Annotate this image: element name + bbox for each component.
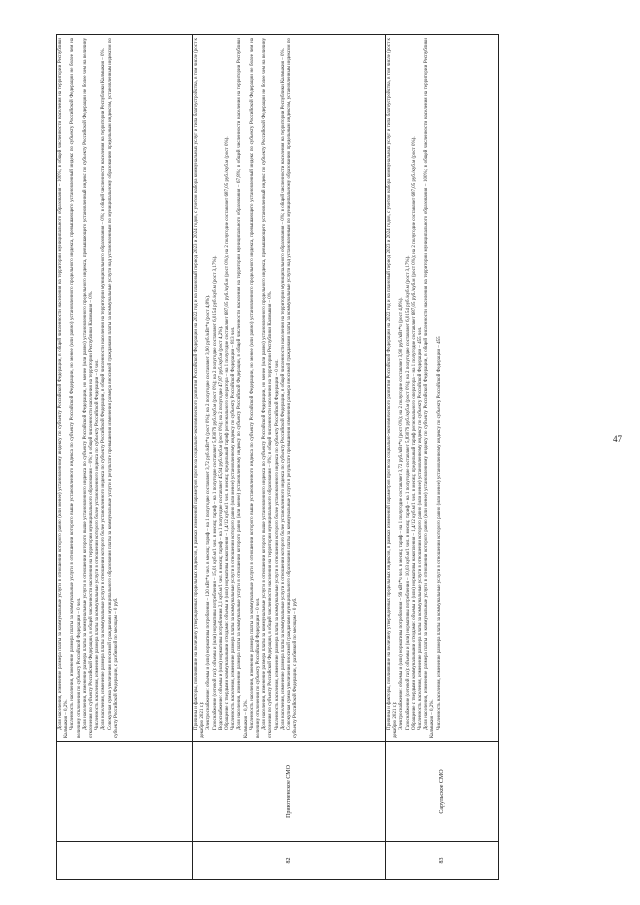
description-paragraph: Доля населения, изменение размера платы за коммунальные услуги в отношении которого более установленного индекса по субъекту Российской Федерации, в общей численности населения на территории муниципального образования – 0%; в общей численности населения на территории Республики Калмыкия – 0%. [101, 48, 107, 730]
description-paragraph: Численность населения, изменение размера платы за коммунальные услуги в отношении которого равно (или менее) установленному индексу по субъекту Российской Федерации – 455 [436, 336, 442, 730]
description-paragraph: Численность населения, изменение размера платы за коммунальные услуги в отношении которого более установленного индекса по субъекту Российской Федерации – 0 чел. [95, 359, 101, 730]
description-paragraph: Доля населения, изменение размера платы за коммунальные услуги в отношении которого равно (или менее) установленному индексу по субъекту Российской Федерации, в общей численности населения на территории муниципального образования – 67,8%; в общей численности населения на территории Республики Калмыкия – 0,3%. [237, 38, 249, 738]
indices-table [56, 34, 499, 880]
table-row [57, 35, 193, 880]
page-number: 47 [613, 434, 622, 444]
row-number: 82 [193, 842, 386, 880]
description-paragraph: Численность населения, изменение размера платы за коммунальные услуги в отношении которого равно (или менее) установленному индексу по субъекту Российской Федерации – 455 чел. [418, 326, 424, 730]
description-cell [386, 35, 499, 742]
description-paragraph: Доля населения, изменение размера платы за коммунальные услуги в отношении которого более установленного индекса по субъекту Российской Федерации, в общей численности населения на территории муниципального образования – 0%; в общей численности населения на территории Республики Калмыкия – 0%. [280, 48, 286, 730]
description-paragraph: Обращение с твердыми коммунальными отходами: объемы и (или) нормативы накопления – 1,4/12 куб.м/1 чел. в месяц; предельный тариф регионального оператора – на 1 полугодие составляет 687,05 руб./куб.м (рост 0%); на 2 полугодие составляет 687,05 руб./куб.м (рост 0%). [411, 136, 417, 730]
description-paragraph: Численность населения, изменение размера платы за коммунальные услуги в отношении которого более установленного индекса по субъекту Российской Федерации – 0 чел. [274, 359, 280, 730]
municipality-name: Сарульское СМО [386, 742, 499, 842]
description-paragraph: Электроснабжение: объемы и (или) нормативы потребления – 99 кВт*ч чел. в месяц; тариф – на 1 полугодие составляет 3,72 руб./кВт*ч (рост 0%); на 2 полугодие составляет 3,90 руб./кВт*ч (рост 4,8%). [399, 297, 405, 730]
description-paragraph: Причины и факторы, повлиявшие на величину утвержденных предельных индексов, в рамках изменений параметров прогноза социально-экономического развития Российской Федерации на 2022 год и на плановый период 2023 и 2024 годов, с учетом набора коммунальных услуг и типа благоустройства, в том числе (рост к декабрю 2021 г.): [194, 38, 206, 738]
table-row [193, 35, 386, 880]
description-paragraph: Численность населения, изменение размера платы за коммунальные услуги в отношении которого выше установленного индекса по субъекту Российской Федерации, но менее (или равно) установленного предельного индекса, превышающего установленный индекс по субъекту Российской Федерации не более чем на величину отклонения по субъекту Российской Федерации – 0 чел. [70, 38, 82, 738]
table-row [386, 35, 499, 880]
description-paragraph: Доля населения, изменение размера платы за коммунальные услуги в отношении которого равно (или менее) установленному индексу по субъекту Российской Федерации, в общей численности населения на территории муниципального образования – 100%; в общей численности населения на территории Республики Калмыкия – 0,2%. [58, 38, 70, 738]
description-paragraph: Доля населения, изменение размера платы за коммунальные услуги в отношении которого равно (или менее) установленному индексу по субъекту Российской Федерации, в общей численности населения на территории муниципального образования – 100%; в общей численности населения на территории Республики Калмыкия – 0,2%. [424, 38, 436, 738]
municipality-name: Приютненское СМО [193, 742, 386, 842]
description-paragraph: Газоснабжение (сетевой газ): объемы и (или) нормативы потребления – 10,03 куб.м/1 чел. в месяц; тариф – на 1 полугодие составляет 5,83079 руб./куб.м (рост 0%); на 2 полугодие составляет 6,0154 руб./куб.м (рост 3,17%). [405, 255, 411, 730]
description-paragraph: Обращение с твердыми коммунальными отходами: объемы и (или) нормативы накопления – 1,4/12 куб.м/1 чел. в месяц; предельный тариф регионального оператора – на 1 полугодие составляет 687,05 руб./куб.м (рост 0%); на 2 полугодие составляет 687,05 руб./куб.м (рост 0%). [225, 136, 231, 730]
municipality-name [57, 742, 193, 842]
description-paragraph: Численность населения, изменение размера платы за коммунальные услуги в отношении которого равно (или менее) установленному индексу по субъекту Российской Федерации – 813 чел. [231, 326, 237, 730]
description-paragraph: Доля населения, изменение размера платы за коммунальные услуги в отношении которого выше установленного индекса по субъекту Российской Федерации, но менее (или равно) установленного предельного индекса, превышающего установленный индекс по субъекту Российской Федерации не более чем на величину отклонения по субъекту Российской Федерации, в общей численности населения на территории муниципального образования – 0%; в общей численности населения на территории Республики Калмыкия – 0%. [262, 38, 274, 738]
description-paragraph: Доля населения, изменение размера платы за коммунальные услуги в отношении которого выше установленного индекса по субъекту Российской Федерации, но менее (или равно) установленного предельного индекса, превышающего установленный индекс по субъекту Российской Федерации не более чем на величину отклонения по субъекту Российской Федерации, в общей численности населения на территории муниципального образования – 0%; в общей численности населения на территории Республики Калмыкия – 0%. [82, 38, 95, 738]
description-cell [193, 35, 386, 742]
description-paragraph: Совокупная сумма увеличения вносимой гражданами муниципального образования платы за коммунальные услуги в результате превышения изменения размера вносимой гражданами платы за коммунальные услуги над установленным по муниципальному образованию предельным индексом, установленным индексом по субъекту Российской Федерации, с разбивкой по месяцам – 0 руб. [107, 38, 119, 738]
description-paragraph: Совокупная сумма увеличения вносимой гражданами муниципального образования платы за коммунальные услуги в результате превышения изменения размера вносимой гражданами платы за коммунальные услуги над установленным по муниципальному образованию предельным индексом, установленным индексом по субъекту Российской Федерации, с разбивкой по месяцам – 0 руб. [287, 38, 299, 738]
description-paragraph: Электроснабжение: объемы и (или) нормативы потребления – 120 кВт*ч чел. в месяц; тариф – на 1 полугодие составляет 3,72 руб./кВт*ч (рост 0%); на 2 полугодие составляет 3,90 руб./кВт*ч (рост 4,8%). [206, 294, 212, 730]
description-paragraph: Причины и факторы, повлиявшие на величину утвержденных предельных индексов, в рамках изменений параметров прогноза социально-экономического развития Российской Федерации на 2022 год и на плановый период 2023 и 2024 годов, с учетом набора коммунальных услуг и типа благоустройства, в том числе (рост к декабрю 2021 г.): [387, 38, 399, 738]
row-number [57, 842, 193, 880]
description-paragraph: Газоснабжение (сетевой газ): объемы и (или) нормативы потребления – 15,01 куб.м/1 чел. в месяц; тариф – на 1 полугодие составляет 5,83079 руб./куб.м (рост 0%); на 2 полугодие составляет 6,0154 руб./куб.м (рост 3,17%). [212, 255, 218, 730]
rotated-table-container [56, 35, 489, 880]
description-paragraph: Численность населения, изменение размера платы за коммунальные услуги в отношении которого выше установленного индекса по субъекту Российской Федерации, но менее (или равно) установленного предельного индекса, превышающего установленный индекс по субъекту Российской Федерации не более чем на величину отклонения по субъекту Российской Федерации – 0 чел. [249, 38, 262, 738]
description-cell [57, 35, 193, 742]
row-number: 83 [386, 842, 499, 880]
description-paragraph: Водоснабжение: объемы и (или) нормативы потребления 2,1 куб.м/1 чел. в месяц; тариф – на 1 полугодие составляет 45,94 руб./куб.м (рост 0%); на 2 полугодие 47,87 руб./куб.м (рост 4,2%). [218, 325, 224, 730]
